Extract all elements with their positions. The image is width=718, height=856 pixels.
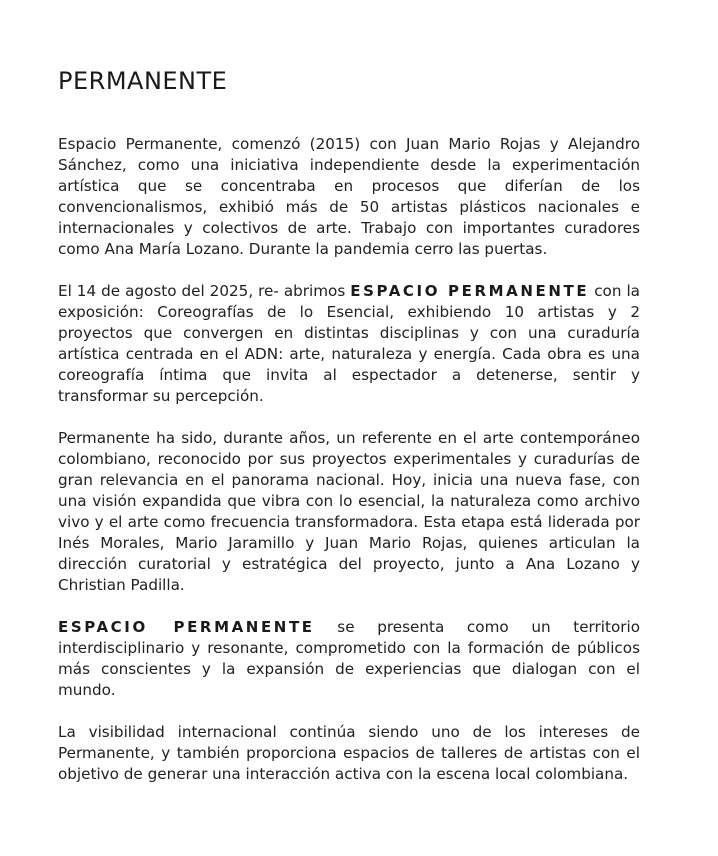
paragraph-history: Espacio Permanente, comenzó (2015) con Juan Mario Rojas y Alejandro Sánchez, como una iniciativa independiente desde la experimentación artística que se concentraba en procesos que diferían de los convencionalismos, exhibió más de 50 artistas plásticos nacionales e internacionales y colectivos de arte. Trabajo con importantes curadores como Ana María Lozano. Durante la pandemia cerro las puertas.	[58, 135, 640, 258]
paragraph-international: La visibilidad internacional continúa siendo uno de los intereses de Permanente, y también proporciona espacios de talleres de artistas con el objetivo de generar una interacción activa con la escena local colombiana.	[58, 723, 640, 783]
brand-name-espacio-permanente: ESPACIO PERMANENTE	[58, 618, 315, 636]
page-title: PERMANENTE	[58, 67, 228, 95]
paragraph-reopening-intro: El 14 de agosto del 2025, re- abrimos	[58, 282, 351, 300]
brand-name-espacio-permanente: ESPACIO PERMANENTE	[350, 282, 590, 300]
paragraph-reopening	[58, 281, 640, 407]
paragraph-mission	[58, 617, 640, 701]
paragraph-mission-text: se presenta como un territorio interdisciplinario y resonante, comprometido con la formación de públicos más conscientes y la expansión de experiencias que dialogan con el mundo.	[58, 618, 640, 699]
paragraph-new-phase: Permanente ha sido, durante años, un referente en el arte contemporáneo colombiano, reconocido por sus proyectos experimentales y curadurías de gran relevancia en el panorama nacional. Hoy, inicia una nueva fase, con una visión expandida que vibra con lo esencial, la naturaleza como archivo vivo y el arte como frecuencia transformadora. Esta etapa está liderada por Inés Morales, Mario Jaramillo y Juan Mario Rojas, quienes articulan la dirección curatorial y estratégica del proyecto, junto a Ana Lozano y Christian Padilla.	[58, 429, 640, 594]
paragraph-reopening-text: con la exposición: Coreografías de lo Esencial, exhibiendo 10 artistas y 2 proyectos que convergen en distintas disciplinas y con una curaduría artística centrada en el ADN: arte, naturaleza y energía. Cada obra es una coreografía íntima que invita al espectador a detenerse, sentir y transformar su percepción.	[58, 282, 640, 405]
document-body	[58, 134, 640, 806]
